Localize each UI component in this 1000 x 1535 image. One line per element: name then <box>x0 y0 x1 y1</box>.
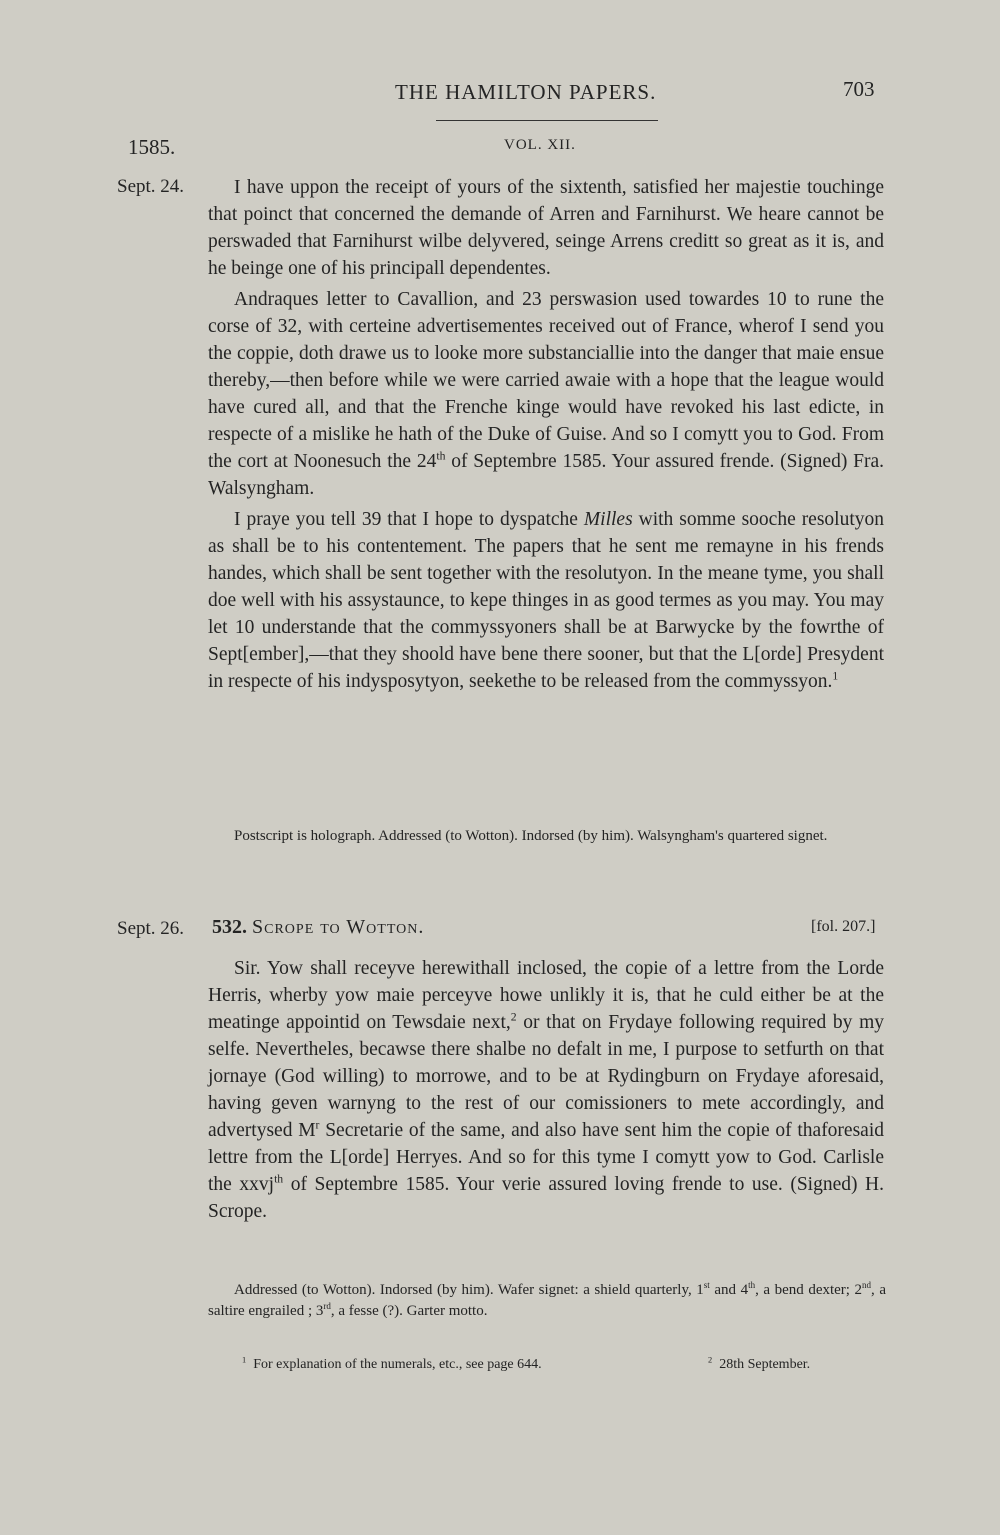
title-rule <box>436 120 658 121</box>
entry2-folio: [fol. 207.] <box>811 918 876 935</box>
entry1-paragraph: I praye you tell 39 that I hope to dyspatche Milles with somme sooche resolutyon as shall be to his contentement. The papers that he sent me remayne in his frends handes, which shall be sent together with the resolutyon. In the meane tyme, you shall doe well with his assystaunce, to kepe thinges in as good termes as you may. You may let 10 understande that the commyssyoners shall be at Barwycke by the fowrthe of Sept[ember],—that they shoold have bene there sooner, but that the L[orde] Presydent in respecte of his indysposytyon, seekethe to be released from the commyssyon.$^1$ <box>208 509 885 692</box>
entry2-title: Scrope to Wotton. <box>252 916 425 938</box>
entry2-heading <box>212 916 424 939</box>
entry1-date: Sept. 24. <box>117 176 185 197</box>
footnote-1: $^1$ For explanation of the numerals, etc., see page 644. <box>242 1355 542 1372</box>
entry1-paragraph: Andraques letter to Cavallion, and 23 perswasion used towardes 10 to rune the corse of 32, with certeine advertisementes received out of France, wherof I send you the coppie, doth drawe us to looke more substanciallie into the danger that maie ensue thereby,—then before while we were carried awaie with a hope that the league would have cured all, and that the Frenche kinge would have revoked his last edicte, in respecte of a mislike he hath of the Duke of Guise. And so I comytt you to God. From the cort at Noonesuch the 24th of Septembre 1585. Your assured frende. (Signed) Fra. Walsyngham. <box>208 289 884 499</box>
footnote-2: $^2$ 28th September. <box>708 1355 811 1372</box>
entry2-number: 532. <box>212 916 247 938</box>
year-label: 1585. <box>128 135 176 159</box>
entry2-note: Addressed (to Wotton). Indorsed (by him). Wafer signet: a shield quarterly, 1st and 4th, a bend dexter; 2nd, a saltire engrailed ; 3rd, a fesse (?). Garter motto. <box>208 1280 886 1319</box>
entry1-body <box>208 174 884 699</box>
entry2-body <box>208 955 884 1229</box>
entry2-paragraph: Sir. Yow shall receyve herewithall inclosed, the copie of a lettre from the Lorde Herris, wherby yow maie perceyve howe unlikly it is, that he culd either be at the meatinge appointid on Tewsdaie next,$^2$ or that on Frydaye following required by my selfe. Nevertheles, becawse there shalbe no defalt in me, I purpose to setfurth on that jornaye (God willing) to morrowe, and to be at Rydingburn on Frydaye aforesaid, having geven warnyng to the rest of our comissioners to mete accordingly, and advertysed $M^r$ Secretarie of the same, and also have sent him the copie of thaforesaid lettre from the L[orde] Herryes. And so for this tyme I comytt yow to God. Carlisle the xxvj$^{th}$ of Septembre 1585. Your verie assured loving frende to use. (Signed) H. Scrope. <box>208 958 884 1222</box>
running-title: THE HAMILTON PAPERS. <box>395 80 657 104</box>
volume-label: VOL. XII. <box>504 137 576 153</box>
page-number: 703 <box>843 77 875 101</box>
entry1-paragraph: I have uppon the receipt of yours of the sixtenth, satisfied her majestie touchinge that poinct that concerned the demande of Arren and Farnihurst. We heare cannot be perswaded that Farnihurst wilbe delyvered, seinge Arrens creditt so great as it is, and he beinge one of his principall dependentes. <box>208 177 884 279</box>
entry2-date: Sept. 26. <box>117 918 185 939</box>
entry1-note: Postscript is holograph. Addressed (to Wotton). Indorsed (by him). Walsyngham's quartered signet. <box>234 828 828 844</box>
